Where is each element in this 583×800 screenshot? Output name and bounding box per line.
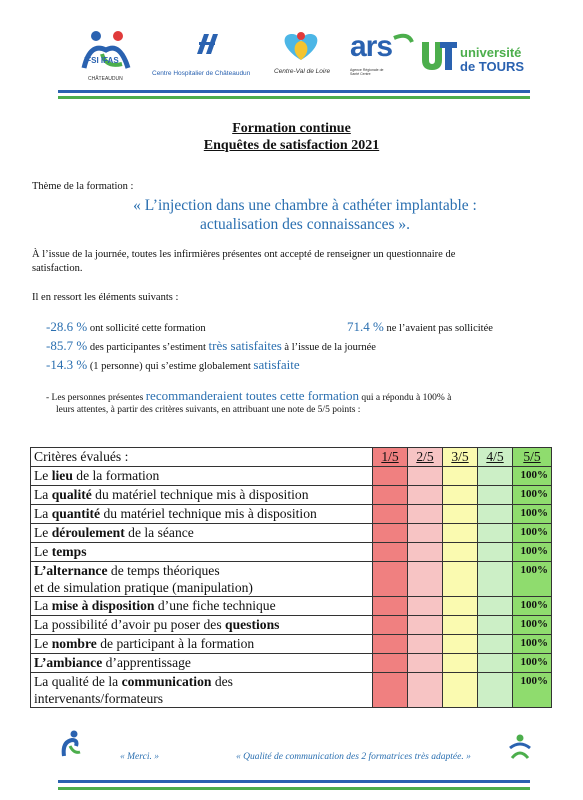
- score-cell-2: [408, 486, 443, 505]
- score-cell-5: 100%: [513, 562, 552, 597]
- score-cell-3: [443, 654, 478, 673]
- criteria-post: de participant à la formation: [96, 636, 255, 651]
- university-logo-text-a: université: [460, 45, 522, 60]
- footer-band-blue: [58, 780, 530, 783]
- score-cell-5: 100%: [513, 524, 552, 543]
- footer-quote: « Qualité de communication des 2 formatrices très adaptée. »: [236, 752, 471, 762]
- criteria-row: [31, 635, 552, 654]
- university-logo: [420, 28, 530, 88]
- criteria-pre: La: [34, 598, 52, 613]
- score-cell-3: [443, 543, 478, 562]
- score-cell-3: [443, 524, 478, 543]
- score-cell-1: [373, 597, 408, 616]
- criteria-post: de la formation: [72, 468, 160, 483]
- score-cell-3: [443, 616, 478, 635]
- recommend-text-b: qui a répondu à 100% à: [361, 393, 452, 403]
- score-cell-3: [443, 635, 478, 654]
- header-criteria: Critères évalués :: [31, 448, 373, 467]
- criteria-bold: nombre: [51, 636, 97, 651]
- recommend-text-a: - Les personnes présentes: [46, 393, 144, 403]
- criteria-line2: intervenants/formateurs: [34, 691, 164, 706]
- criteria-post: du matériel technique mis à disposition: [100, 506, 317, 521]
- score-cell-5: 100%: [513, 467, 552, 486]
- header-score-5: 5/5: [513, 448, 552, 467]
- stat-not-solicited-text: ne l’avaient pas sollicitée: [386, 323, 493, 334]
- criteria-label: [31, 635, 373, 654]
- score-cell-5: 100%: [513, 597, 552, 616]
- header-band-blue: [58, 90, 530, 93]
- score-cell-4: [478, 486, 513, 505]
- criteria-label: [31, 467, 373, 486]
- stat-very-satisfied-text-b: à l’issue de la journée: [284, 342, 376, 353]
- footer-left-figure-icon: [60, 730, 82, 758]
- score-cell-3: [443, 505, 478, 524]
- criteria-row: [31, 654, 552, 673]
- criteria-label: [31, 654, 373, 673]
- score-cell-5: 100%: [513, 616, 552, 635]
- score-cell-1: [373, 524, 408, 543]
- criteria-bold: temps: [51, 544, 87, 559]
- score-cell-4: [478, 467, 513, 486]
- stat-very-satisfied: -85.7 % des participantes s’estiment très satisfaites à l’issue de la journée: [46, 338, 376, 353]
- score-cell-2: [408, 505, 443, 524]
- criteria-label: [31, 673, 373, 708]
- footer-merci: « Merci. »: [120, 752, 159, 762]
- score-cell-1: [373, 505, 408, 524]
- score-cell-3: [443, 673, 478, 708]
- criteria-bold: L’ambiance: [34, 655, 103, 670]
- header-score-1: 1/5: [373, 448, 408, 467]
- stat-very-satisfied-highlight: très satisfaites: [208, 338, 282, 353]
- criteria-label: [31, 543, 373, 562]
- score-cell-1: [373, 616, 408, 635]
- criteria-post: d’apprentissage: [102, 655, 191, 670]
- criteria-row: [31, 543, 552, 562]
- criteria-pre: Le: [34, 636, 52, 651]
- criteria-row: [31, 486, 552, 505]
- header-logos: [70, 28, 530, 90]
- stat-satisfied-pct: 14.3 %: [50, 357, 88, 372]
- score-cell-2: [408, 597, 443, 616]
- criteria-header-row: [31, 448, 552, 467]
- score-cell-3: [443, 486, 478, 505]
- ars-logo-sub: Agence Régionale de Santé Centre: [350, 68, 384, 76]
- criteria-bold: mise à disposition: [51, 598, 155, 613]
- score-cell-5: 100%: [513, 505, 552, 524]
- score-cell-4: [478, 616, 513, 635]
- criteria-row: [31, 673, 552, 708]
- score-cell-5: 100%: [513, 635, 552, 654]
- score-cell-1: [373, 467, 408, 486]
- stat-not-solicited-pct: 71.4 %: [347, 319, 384, 334]
- criteria-pre: La qualité de la: [34, 674, 122, 689]
- criteria-pre: Le: [34, 468, 52, 483]
- score-cell-1: [373, 486, 408, 505]
- score-cell-5: 100%: [513, 543, 552, 562]
- criteria-pre: Le: [34, 544, 52, 559]
- score-cell-4: [478, 654, 513, 673]
- criteria-row: [31, 616, 552, 635]
- criteria-row: [31, 562, 552, 597]
- criteria-post: d’une fiche technique: [154, 598, 276, 613]
- criteria-pre: La: [34, 487, 52, 502]
- stat-very-satisfied-text-a: des participantes s’estiment: [89, 342, 206, 353]
- criteria-pre: La: [34, 506, 52, 521]
- criteria-pre: Le: [34, 525, 52, 540]
- ifsi-logo: [76, 28, 136, 88]
- criteria-pre: La possibilité d’avoir pu poser des: [34, 617, 226, 632]
- score-cell-2: [408, 673, 443, 708]
- stat-solicited: -28.6 % ont sollicité cette formation: [46, 319, 206, 334]
- criteria-row: [31, 524, 552, 543]
- header-score-2: 2/5: [408, 448, 443, 467]
- score-cell-2: [408, 635, 443, 654]
- criteria-post: du matériel technique mis à disposition: [91, 487, 309, 502]
- hospital-h-icon: [152, 28, 262, 58]
- criteria-bold: communication: [121, 674, 212, 689]
- criteria-label: [31, 524, 373, 543]
- criteria-label: [31, 597, 373, 616]
- intro-line1: À l’issue de la journée, toutes les infirmières présentes ont accepté de renseigner un questionnaire de: [32, 249, 456, 260]
- stat-satisfied-text: (1 personne) qui s’estime globalement: [89, 361, 251, 372]
- stat-satisfied: -14.3 % (1 personne) qui s’estime globalement satisfaite: [46, 357, 300, 372]
- criteria-label: [31, 486, 373, 505]
- criteria-bold: qualité: [51, 487, 92, 502]
- hospital-logo: [152, 28, 262, 88]
- criteria-table: [30, 447, 552, 708]
- hospital-logo-text: Centre Hospitalier de Châteaudun: [152, 70, 251, 77]
- region-logo-text: Centre-Val de Loire: [274, 68, 331, 75]
- ifsi-figure-icon: [76, 28, 136, 74]
- ifsi-logo-text: IFSI IFAS: [84, 56, 119, 65]
- recommend-line2: leurs attentes, à partir des critères suivants, en attribuant une note de 5/5 points :: [56, 405, 361, 415]
- score-cell-3: [443, 467, 478, 486]
- criteria-post: de temps théoriques: [107, 563, 220, 578]
- score-cell-4: [478, 543, 513, 562]
- criteria-bold: déroulement: [51, 525, 125, 540]
- criteria-row: [31, 467, 552, 486]
- score-cell-1: [373, 673, 408, 708]
- criteria-bold: L’alternance: [34, 563, 108, 578]
- criteria-line2: et de simulation pratique (manipulation): [34, 580, 253, 595]
- criteria-bold: quantité: [51, 506, 101, 521]
- criteria-post: des: [211, 674, 233, 689]
- score-cell-5: 100%: [513, 654, 552, 673]
- ifsi-logo-sub: CHÂTEAUDUN: [88, 76, 123, 82]
- stat-not-solicited: [347, 319, 493, 335]
- header-score-4: 4/5: [478, 448, 513, 467]
- intro-line2: satisfaction.: [32, 263, 83, 274]
- score-cell-3: [443, 597, 478, 616]
- score-cell-1: [373, 543, 408, 562]
- criteria-label: [31, 616, 373, 635]
- ars-swoosh-icon: [350, 28, 420, 68]
- score-cell-2: [408, 467, 443, 486]
- stat-solicited-text: ont sollicité cette formation: [89, 323, 206, 334]
- criteria-row: [31, 505, 552, 524]
- stat-very-satisfied-pct: 85.7 %: [50, 338, 88, 353]
- criteria-bold: questions: [225, 617, 280, 632]
- score-cell-1: [373, 562, 408, 597]
- page-title: Formation continue: [232, 121, 351, 136]
- ars-logo-text: ars: [350, 30, 393, 63]
- criteria-row: [31, 597, 552, 616]
- recommend-highlight: recommanderaient toutes cette formation: [145, 388, 360, 403]
- university-ut-icon: [420, 40, 458, 74]
- stat-solicited-pct: 28.6 %: [50, 319, 88, 334]
- criteria-bold: lieu: [51, 468, 73, 483]
- score-cell-2: [408, 524, 443, 543]
- criteria-label: [31, 562, 373, 597]
- header-score-3: 3/5: [443, 448, 478, 467]
- score-cell-4: [478, 597, 513, 616]
- footer-band-green: [58, 787, 530, 790]
- university-logo-text-b: de TOURS: [460, 59, 525, 74]
- score-cell-4: [478, 673, 513, 708]
- region-heart-icon: [276, 28, 326, 64]
- theme-title-line2: actualisation des connaissances ».: [199, 216, 411, 233]
- header-band-green: [58, 96, 530, 99]
- score-cell-4: [478, 562, 513, 597]
- score-cell-3: [443, 562, 478, 597]
- criteria-post: de la séance: [124, 525, 194, 540]
- page-subtitle: Enquêtes de satisfaction 2021: [203, 138, 380, 153]
- score-cell-4: [478, 635, 513, 654]
- stat-satisfied-highlight: satisfaite: [253, 357, 300, 372]
- score-cell-2: [408, 616, 443, 635]
- score-cell-4: [478, 524, 513, 543]
- theme-label: Thème de la formation :: [32, 181, 134, 192]
- theme-title-line1: « L’injection dans une chambre à cathéter implantable :: [133, 197, 477, 214]
- criteria-label: [31, 505, 373, 524]
- score-cell-5: 100%: [513, 486, 552, 505]
- score-cell-1: [373, 635, 408, 654]
- ressort-line: Il en ressort les éléments suivants :: [32, 292, 179, 303]
- score-cell-2: [408, 562, 443, 597]
- score-cell-1: [373, 654, 408, 673]
- region-logo: [276, 28, 336, 88]
- score-cell-2: [408, 654, 443, 673]
- footer-right-figure-icon: [508, 734, 532, 760]
- recommend-line1: [46, 388, 451, 404]
- score-cell-2: [408, 543, 443, 562]
- ars-logo: [350, 28, 420, 88]
- score-cell-4: [478, 505, 513, 524]
- score-cell-5: 100%: [513, 673, 552, 708]
